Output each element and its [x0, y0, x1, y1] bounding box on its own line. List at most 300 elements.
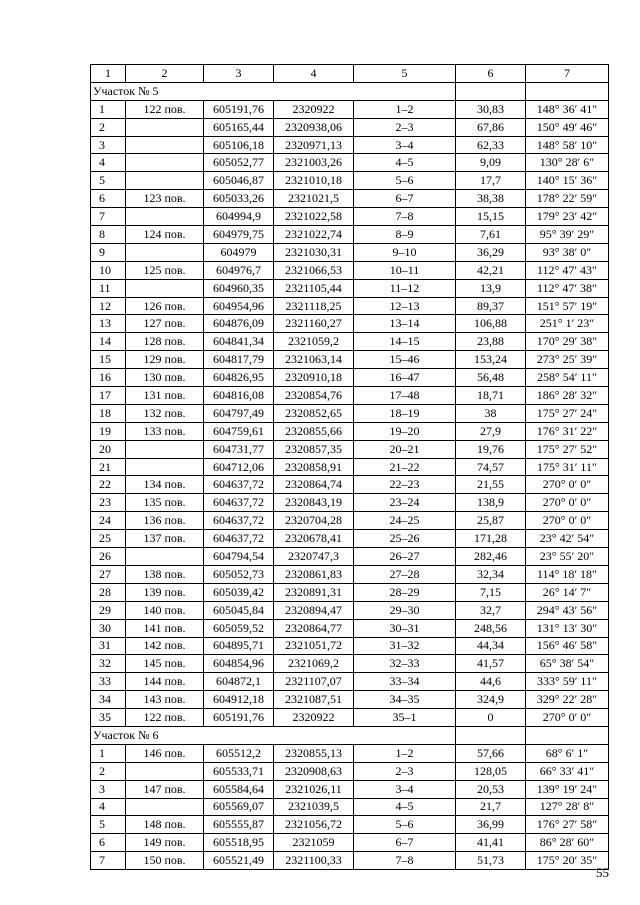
table-cell: 2321022,58: [274, 208, 354, 226]
table-cell: 146 пов.: [126, 744, 204, 762]
table-cell: 150° 49′ 46″: [526, 118, 609, 136]
table-cell: 270° 0′ 0″: [526, 476, 609, 494]
page-number: 55: [596, 865, 609, 880]
table-cell: 106,88: [456, 315, 526, 333]
table-cell: 176° 31′ 22″: [526, 422, 609, 440]
table-cell: 4–5: [354, 154, 456, 172]
table-cell: 10: [91, 261, 126, 279]
table-cell: [126, 136, 204, 154]
table-row: [91, 190, 609, 208]
table-cell: [126, 118, 204, 136]
table-cell: 18: [91, 404, 126, 422]
table-cell: 42,21: [456, 261, 526, 279]
table-cell: 294° 43′ 56″: [526, 601, 609, 619]
table-cell: 2321003,26: [274, 154, 354, 172]
table-cell: 2321107,07: [274, 673, 354, 691]
section-title-row: [91, 726, 609, 744]
table-cell: 27,9: [456, 422, 526, 440]
table-cell: 25–26: [354, 530, 456, 548]
table-cell: 41,41: [456, 834, 526, 852]
table-cell: 11–12: [354, 279, 456, 297]
table-cell: 9: [91, 243, 126, 261]
table-cell: 248,56: [456, 619, 526, 637]
table-cell: 604872,1: [204, 673, 274, 691]
table-cell: 122 пов.: [126, 709, 204, 727]
empty-cell: [456, 82, 526, 100]
table-cell: 30–31: [354, 619, 456, 637]
table-cell: 32,7: [456, 601, 526, 619]
table-cell: 57,66: [456, 744, 526, 762]
table-cell: 149 пов.: [126, 834, 204, 852]
table-cell: 124 пов.: [126, 226, 204, 244]
table-cell: 7: [91, 852, 126, 870]
table-cell: 141 пов.: [126, 619, 204, 637]
table-cell: 604976,7: [204, 261, 274, 279]
table-cell: 270° 0′ 0″: [526, 512, 609, 530]
table-cell: 175° 31′ 11″: [526, 458, 609, 476]
table-row: [91, 440, 609, 458]
table-cell: 89,37: [456, 297, 526, 315]
table-row: [91, 583, 609, 601]
table-cell: 21,55: [456, 476, 526, 494]
table-cell: 74,57: [456, 458, 526, 476]
table-cell: 2321039,5: [274, 798, 354, 816]
table-cell: 329° 22′ 28″: [526, 691, 609, 709]
table-cell: 86° 28′ 60″: [526, 834, 609, 852]
table-cell: 135 пов.: [126, 494, 204, 512]
table-cell: 2321030,31: [274, 243, 354, 261]
table-cell: 605033,26: [204, 190, 274, 208]
table-row: [91, 852, 609, 870]
table-row: [91, 208, 609, 226]
table-cell: 2320894,47: [274, 601, 354, 619]
table-cell: 2: [91, 762, 126, 780]
table-cell: 130° 28′ 6″: [526, 154, 609, 172]
table-cell: 148 пов.: [126, 816, 204, 834]
table-cell: 14–15: [354, 333, 456, 351]
table-cell: 2320858,91: [274, 458, 354, 476]
table-cell: 604759,61: [204, 422, 274, 440]
table-cell: 44,34: [456, 637, 526, 655]
table-cell: 605191,76: [204, 709, 274, 727]
table-cell: 132 пов.: [126, 404, 204, 422]
table-row: [91, 780, 609, 798]
table-cell: 127° 28′ 8″: [526, 798, 609, 816]
header-cell: 3: [204, 65, 274, 83]
table-cell: 2320704,28: [274, 512, 354, 530]
table-cell: 20: [91, 440, 126, 458]
table-cell: 131° 13′ 30″: [526, 619, 609, 637]
table-cell: 324,9: [456, 691, 526, 709]
table-cell: 36,29: [456, 243, 526, 261]
table-cell: 41,57: [456, 655, 526, 673]
table-cell: 28: [91, 583, 126, 601]
table-cell: 604637,72: [204, 512, 274, 530]
table-cell: 15: [91, 351, 126, 369]
table-row: [91, 744, 609, 762]
table-cell: 33: [91, 673, 126, 691]
table-row: [91, 601, 609, 619]
table-row: [91, 243, 609, 261]
table-cell: 178° 22′ 59″: [526, 190, 609, 208]
table-cell: 26–27: [354, 548, 456, 566]
table-cell: 2320854,76: [274, 387, 354, 405]
table-cell: 16–47: [354, 369, 456, 387]
table-cell: 148° 36′ 41″: [526, 100, 609, 118]
table-row: [91, 512, 609, 530]
table-cell: 32: [91, 655, 126, 673]
table-cell: [126, 172, 204, 190]
table-cell: 128 пов.: [126, 333, 204, 351]
table-cell: 12: [91, 297, 126, 315]
table-cell: [126, 208, 204, 226]
table-cell: 23° 55′ 20″: [526, 548, 609, 566]
table-cell: 136 пов.: [126, 512, 204, 530]
table-cell: 129 пов.: [126, 351, 204, 369]
table-cell: 127 пов.: [126, 315, 204, 333]
table-cell: 67,86: [456, 118, 526, 136]
table-row: [91, 297, 609, 315]
table-cell: 2321066,53: [274, 261, 354, 279]
table-cell: 139° 19′ 24″: [526, 780, 609, 798]
table-row: [91, 387, 609, 405]
table-cell: 186° 28′ 32″: [526, 387, 609, 405]
table-cell: 2321056,72: [274, 816, 354, 834]
table-row: [91, 673, 609, 691]
table-cell: 170° 29′ 38″: [526, 333, 609, 351]
table-cell: 20,53: [456, 780, 526, 798]
table-cell: 19–20: [354, 422, 456, 440]
table-row: [91, 565, 609, 583]
table-cell: 9,09: [456, 154, 526, 172]
table-cell: 9–10: [354, 243, 456, 261]
table-cell: 22–23: [354, 476, 456, 494]
table-cell: 251° 1′ 23″: [526, 315, 609, 333]
table-cell: 175° 27′ 24″: [526, 404, 609, 422]
table-cell: 4–5: [354, 798, 456, 816]
table-cell: 2–3: [354, 118, 456, 136]
header-cell: 6: [456, 65, 526, 83]
table-cell: 18–19: [354, 404, 456, 422]
table-cell: 605059,52: [204, 619, 274, 637]
table-cell: 2320908,63: [274, 762, 354, 780]
table-cell: 21–22: [354, 458, 456, 476]
table-cell: 4: [91, 798, 126, 816]
table-cell: 23° 42′ 54″: [526, 530, 609, 548]
table-cell: [126, 440, 204, 458]
table-cell: [126, 548, 204, 566]
table-cell: 3–4: [354, 136, 456, 154]
table-cell: 16: [91, 369, 126, 387]
table-cell: 29–30: [354, 601, 456, 619]
table-cell: 2320938,06: [274, 118, 354, 136]
table-cell: 34: [91, 691, 126, 709]
table-cell: 604712,06: [204, 458, 274, 476]
table-cell: 137 пов.: [126, 530, 204, 548]
table-row: [91, 172, 609, 190]
table-cell: 605584,64: [204, 780, 274, 798]
table-row: [91, 637, 609, 655]
table-cell: 153,24: [456, 351, 526, 369]
table-cell: 1–2: [354, 100, 456, 118]
table-cell: 17: [91, 387, 126, 405]
table-cell: 38: [456, 404, 526, 422]
table-cell: 604816,08: [204, 387, 274, 405]
table-row: [91, 798, 609, 816]
table-cell: 24: [91, 512, 126, 530]
table-cell: 604731,77: [204, 440, 274, 458]
table-cell: 19: [91, 422, 126, 440]
table-cell: [126, 154, 204, 172]
table-cell: 6: [91, 190, 126, 208]
table-cell: 6–7: [354, 190, 456, 208]
table-cell: 604797,49: [204, 404, 274, 422]
table-cell: 150 пов.: [126, 852, 204, 870]
table-cell: 175° 27′ 52″: [526, 440, 609, 458]
section-title: Участок № 5: [91, 82, 456, 100]
table-cell: 25,87: [456, 512, 526, 530]
table-cell: 604979,75: [204, 226, 274, 244]
header-cell: 7: [526, 65, 609, 83]
table-cell: 32,34: [456, 565, 526, 583]
table-cell: 604960,35: [204, 279, 274, 297]
table-cell: 0: [456, 709, 526, 727]
table-cell: 6: [91, 834, 126, 852]
table-cell: 15–46: [354, 351, 456, 369]
table-cell: 125 пов.: [126, 261, 204, 279]
table-cell: 604954,96: [204, 297, 274, 315]
section-title: Участок № 6: [91, 726, 456, 744]
table-cell: 27–28: [354, 565, 456, 583]
table-cell: 27: [91, 565, 126, 583]
empty-cell: [456, 726, 526, 744]
table-cell: 23–24: [354, 494, 456, 512]
table-cell: 25: [91, 530, 126, 548]
table-row: [91, 422, 609, 440]
header-cell: 5: [354, 65, 456, 83]
table-cell: 8: [91, 226, 126, 244]
table-row: [91, 530, 609, 548]
header-row: [91, 65, 609, 83]
table-cell: 604876,09: [204, 315, 274, 333]
table-cell: 605046,87: [204, 172, 274, 190]
table-cell: 140° 15′ 36″: [526, 172, 609, 190]
table-cell: 134 пов.: [126, 476, 204, 494]
table-cell: 2320864,77: [274, 619, 354, 637]
table-cell: [126, 798, 204, 816]
table-cell: 122 пов.: [126, 100, 204, 118]
table-row: [91, 691, 609, 709]
table-cell: 114° 18′ 18″: [526, 565, 609, 583]
table-row: [91, 655, 609, 673]
table-cell: 5: [91, 816, 126, 834]
table-cell: 30: [91, 619, 126, 637]
table-cell: 1: [91, 100, 126, 118]
table-cell: 15,15: [456, 208, 526, 226]
table-cell: 2320678,41: [274, 530, 354, 548]
table-cell: 2: [91, 118, 126, 136]
table-row: [91, 369, 609, 387]
table-cell: 605555,87: [204, 816, 274, 834]
table-cell: 1–2: [354, 744, 456, 762]
table-cell: [126, 458, 204, 476]
table-cell: 123 пов.: [126, 190, 204, 208]
table-cell: 605533,71: [204, 762, 274, 780]
table-cell: 62,33: [456, 136, 526, 154]
table-cell: 605518,95: [204, 834, 274, 852]
table-cell: 2320971,13: [274, 136, 354, 154]
table-cell: 2320891,31: [274, 583, 354, 601]
table-cell: 13–14: [354, 315, 456, 333]
table-cell: 31–32: [354, 637, 456, 655]
table-cell: 126 пов.: [126, 297, 204, 315]
table-cell: 139 пов.: [126, 583, 204, 601]
table-cell: 156° 46′ 58″: [526, 637, 609, 655]
table-row: [91, 118, 609, 136]
table-cell: 19,76: [456, 440, 526, 458]
table-cell: 2321160,27: [274, 315, 354, 333]
table-row: [91, 834, 609, 852]
table-row: [91, 351, 609, 369]
table-cell: 18,71: [456, 387, 526, 405]
table-cell: 2321021,5: [274, 190, 354, 208]
table-cell: 14: [91, 333, 126, 351]
table-cell: 270° 0′ 0″: [526, 709, 609, 727]
table-cell: 605045,84: [204, 601, 274, 619]
table-cell: 2320855,13: [274, 744, 354, 762]
table-cell: 605569,07: [204, 798, 274, 816]
table-cell: 133 пов.: [126, 422, 204, 440]
table-cell: 95° 39′ 29″: [526, 226, 609, 244]
table-cell: 1: [91, 744, 126, 762]
table-cell: [126, 243, 204, 261]
table-cell: 112° 47′ 43″: [526, 261, 609, 279]
table-cell: 2321118,25: [274, 297, 354, 315]
table-cell: 144 пов.: [126, 673, 204, 691]
table-row: [91, 458, 609, 476]
table-cell: 131 пов.: [126, 387, 204, 405]
table-cell: 2320852,65: [274, 404, 354, 422]
table-row: [91, 261, 609, 279]
table-cell: 22: [91, 476, 126, 494]
table-cell: 112° 47′ 38″: [526, 279, 609, 297]
table-cell: 2320857,35: [274, 440, 354, 458]
table-cell: 333° 59′ 11″: [526, 673, 609, 691]
table-cell: 605039,42: [204, 583, 274, 601]
table-cell: 13: [91, 315, 126, 333]
table-cell: 179° 23′ 42″: [526, 208, 609, 226]
table-cell: 604637,72: [204, 476, 274, 494]
table-cell: 176° 27′ 58″: [526, 816, 609, 834]
table-cell: 7–8: [354, 852, 456, 870]
table-cell: 604637,72: [204, 530, 274, 548]
table-cell: 143 пов.: [126, 691, 204, 709]
table-cell: 38,38: [456, 190, 526, 208]
table-cell: 17,7: [456, 172, 526, 190]
empty-cell: [526, 726, 609, 744]
table-cell: 7: [91, 208, 126, 226]
table-row: [91, 548, 609, 566]
table-cell: 605165,44: [204, 118, 274, 136]
table-row: [91, 476, 609, 494]
table-cell: 28–29: [354, 583, 456, 601]
table-cell: 7–8: [354, 208, 456, 226]
table-cell: 2321059: [274, 834, 354, 852]
table-cell: 604994,9: [204, 208, 274, 226]
table-cell: 2321069,2: [274, 655, 354, 673]
table-cell: 604854,96: [204, 655, 274, 673]
table-cell: 258° 54′ 11″: [526, 369, 609, 387]
table-cell: 3–4: [354, 780, 456, 798]
table-cell: 171,28: [456, 530, 526, 548]
table-row: [91, 816, 609, 834]
table-cell: 21,7: [456, 798, 526, 816]
table-cell: 2320855,66: [274, 422, 354, 440]
table-cell: 145 пов.: [126, 655, 204, 673]
table-cell: 605191,76: [204, 100, 274, 118]
table-cell: 7,15: [456, 583, 526, 601]
table-cell: 3: [91, 136, 126, 154]
table-cell: 270° 0′ 0″: [526, 494, 609, 512]
table-cell: [126, 762, 204, 780]
table-cell: 21: [91, 458, 126, 476]
table-cell: 2320861,83: [274, 565, 354, 583]
table-cell: 2320922: [274, 100, 354, 118]
table-cell: 2320747,3: [274, 548, 354, 566]
table-cell: 65° 38′ 54″: [526, 655, 609, 673]
table-cell: 29: [91, 601, 126, 619]
table-cell: 604826,95: [204, 369, 274, 387]
table-cell: 140 пов.: [126, 601, 204, 619]
table-cell: 56,48: [456, 369, 526, 387]
table-cell: 2320910,18: [274, 369, 354, 387]
table-cell: 2321100,33: [274, 852, 354, 870]
table-cell: 2321059,2: [274, 333, 354, 351]
table-cell: 130 пов.: [126, 369, 204, 387]
table-cell: 68° 6′ 1″: [526, 744, 609, 762]
table-cell: 2321087,51: [274, 691, 354, 709]
table-row: [91, 333, 609, 351]
table-row: [91, 100, 609, 118]
header-cell: 2: [126, 65, 204, 83]
table-cell: 605052,73: [204, 565, 274, 583]
table-cell: 604794,54: [204, 548, 274, 566]
table-cell: 604912,18: [204, 691, 274, 709]
header-cell: 4: [274, 65, 354, 83]
table-cell: 604895,71: [204, 637, 274, 655]
table-cell: 35–1: [354, 709, 456, 727]
table-cell: 138 пов.: [126, 565, 204, 583]
table-row: [91, 494, 609, 512]
table-cell: 604817,79: [204, 351, 274, 369]
table-cell: 11: [91, 279, 126, 297]
table-cell: 66° 33′ 41″: [526, 762, 609, 780]
table-cell: 282,46: [456, 548, 526, 566]
table-cell: 138,9: [456, 494, 526, 512]
table-cell: 23: [91, 494, 126, 512]
table-cell: [126, 279, 204, 297]
table-row: [91, 404, 609, 422]
table-cell: 23,88: [456, 333, 526, 351]
table-cell: 36,99: [456, 816, 526, 834]
table-cell: 3: [91, 780, 126, 798]
empty-cell: [526, 82, 609, 100]
table-cell: 32–33: [354, 655, 456, 673]
table-cell: 604841,34: [204, 333, 274, 351]
table-cell: 6–7: [354, 834, 456, 852]
table-cell: 605106,18: [204, 136, 274, 154]
table-cell: 5: [91, 172, 126, 190]
